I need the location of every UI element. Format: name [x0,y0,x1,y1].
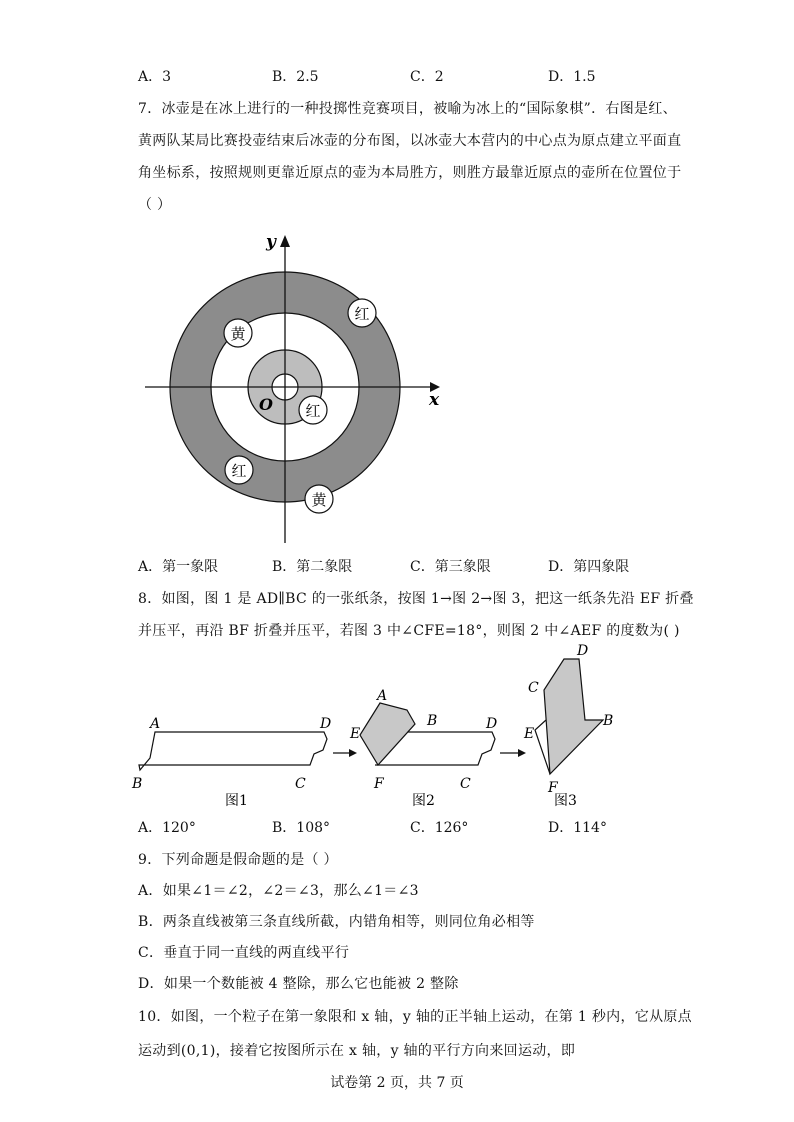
svg-text:黄: 黄 [230,325,246,343]
svg-text:C: C [295,776,306,792]
q9-option-c: C．垂直于同一直线的两直线平行 [138,945,350,961]
figure-3-caption: 图3 [554,793,577,809]
q7-answer-blank: （ ） [138,197,172,213]
stone-red-lower-left [225,456,253,484]
x-axis-label: x [429,390,440,410]
svg-text:E: E [524,726,535,742]
figure-1 [131,716,331,809]
figure-2-caption: 图2 [412,793,435,809]
svg-text:B: B [427,713,438,729]
stone-yellow-upper-left [224,319,252,347]
svg-text:D: D [577,643,589,659]
y-axis-arrow [280,235,290,247]
figure-1-caption: 图1 [225,793,248,809]
stone-yellow-lower-right [305,485,333,513]
svg-text:红: 红 [354,305,370,323]
svg-text:C: C [528,680,539,696]
svg-text:红: 红 [305,402,321,420]
q7-stem-line1: 7．冰壶是在冰上进行的一种投掷性竞赛项目，被喻为冰上的“国际象棋”．右图是红、 [138,101,677,117]
svg-text:E: E [350,726,361,742]
q7-stem-line3: 角坐标系，按照规则更靠近原点的壶为本局胜方，则胜方最靠近原点的壶所在位置位于 [138,165,682,181]
page-footer: 试卷第 2 页，共 7 页 [330,1075,464,1091]
svg-text:A: A [150,716,161,732]
q7-option-a: A．第一象限 [138,559,219,575]
svg-text:B: B [603,713,614,729]
q8-option-a: A．120° [138,820,196,836]
origin-label: O [259,395,273,414]
svg-text:F: F [548,780,558,796]
y-axis-label: y [266,232,276,252]
q6-option-c: C．2 [410,69,444,85]
q8-stem-line2: 并压平，再沿 BF 折叠并压平，若图 3 中∠CFE=18°，则图 2 中∠AEF 的度数为( ) [138,623,680,639]
q7-option-b: B．第二象限 [272,559,353,575]
svg-text:B: B [132,776,143,792]
stone-red-near-origin [299,396,327,424]
q6-option-b: B．2.5 [272,69,319,85]
q8-option-b: B．108° [272,820,331,836]
q6-option-a: A．3 [138,69,172,85]
q9-option-d: D．如果一个数能被 4 整除，那么它也能被 2 整除 [138,976,459,992]
q10-stem-line2: 运动到(0,1)，接着它按图所示在 x 轴，y 轴的平行方向来回运动，即 [138,1043,576,1059]
svg-text:D: D [486,716,498,732]
svg-text:C: C [460,776,471,792]
q10-stem-line1: 10．如图，一个粒子在第一象限和 x 轴，y 轴的正半轴上运动，在第 1 秒内，它从原点 [138,1009,692,1025]
stone-red-upper-right [348,299,376,327]
svg-text:F: F [374,776,384,792]
figure-3 [523,643,613,809]
q6-option-d: D．1.5 [548,69,596,85]
paper-strip-figures [130,640,630,815]
curling-figure [140,225,450,550]
svg-text:黄: 黄 [311,491,327,509]
svg-text:D: D [320,716,332,732]
svg-text:红: 红 [231,462,247,480]
figure-2 [349,688,497,809]
q8-option-d: D．114° [548,820,607,836]
q7-stem-line2: 黄两队某局比赛投壶结束后冰壶的分布图，以冰壶大本营内的中心点为原点建立平面直 [138,133,682,149]
svg-text:A: A [377,688,388,704]
q7-option-c: C．第三象限 [410,559,491,575]
q8-option-c: C．126° [410,820,469,836]
q9-option-a: A．如果∠1＝∠2，∠2＝∠3，那么∠1＝∠3 [138,883,419,899]
q8-stem-line1: 8．如图，图 1 是 AD∥BC 的一张纸条，按图 1→图 2→图 3，把这一纸条先沿 EF 折叠 [138,591,694,607]
q9-stem: 9．下列命题是假命题的是（ ） [138,852,338,868]
q9-option-b: B．两条直线被第三条直线所截，内错角相等，则同位角必相等 [138,914,535,930]
q7-option-d: D．第四象限 [548,559,630,575]
